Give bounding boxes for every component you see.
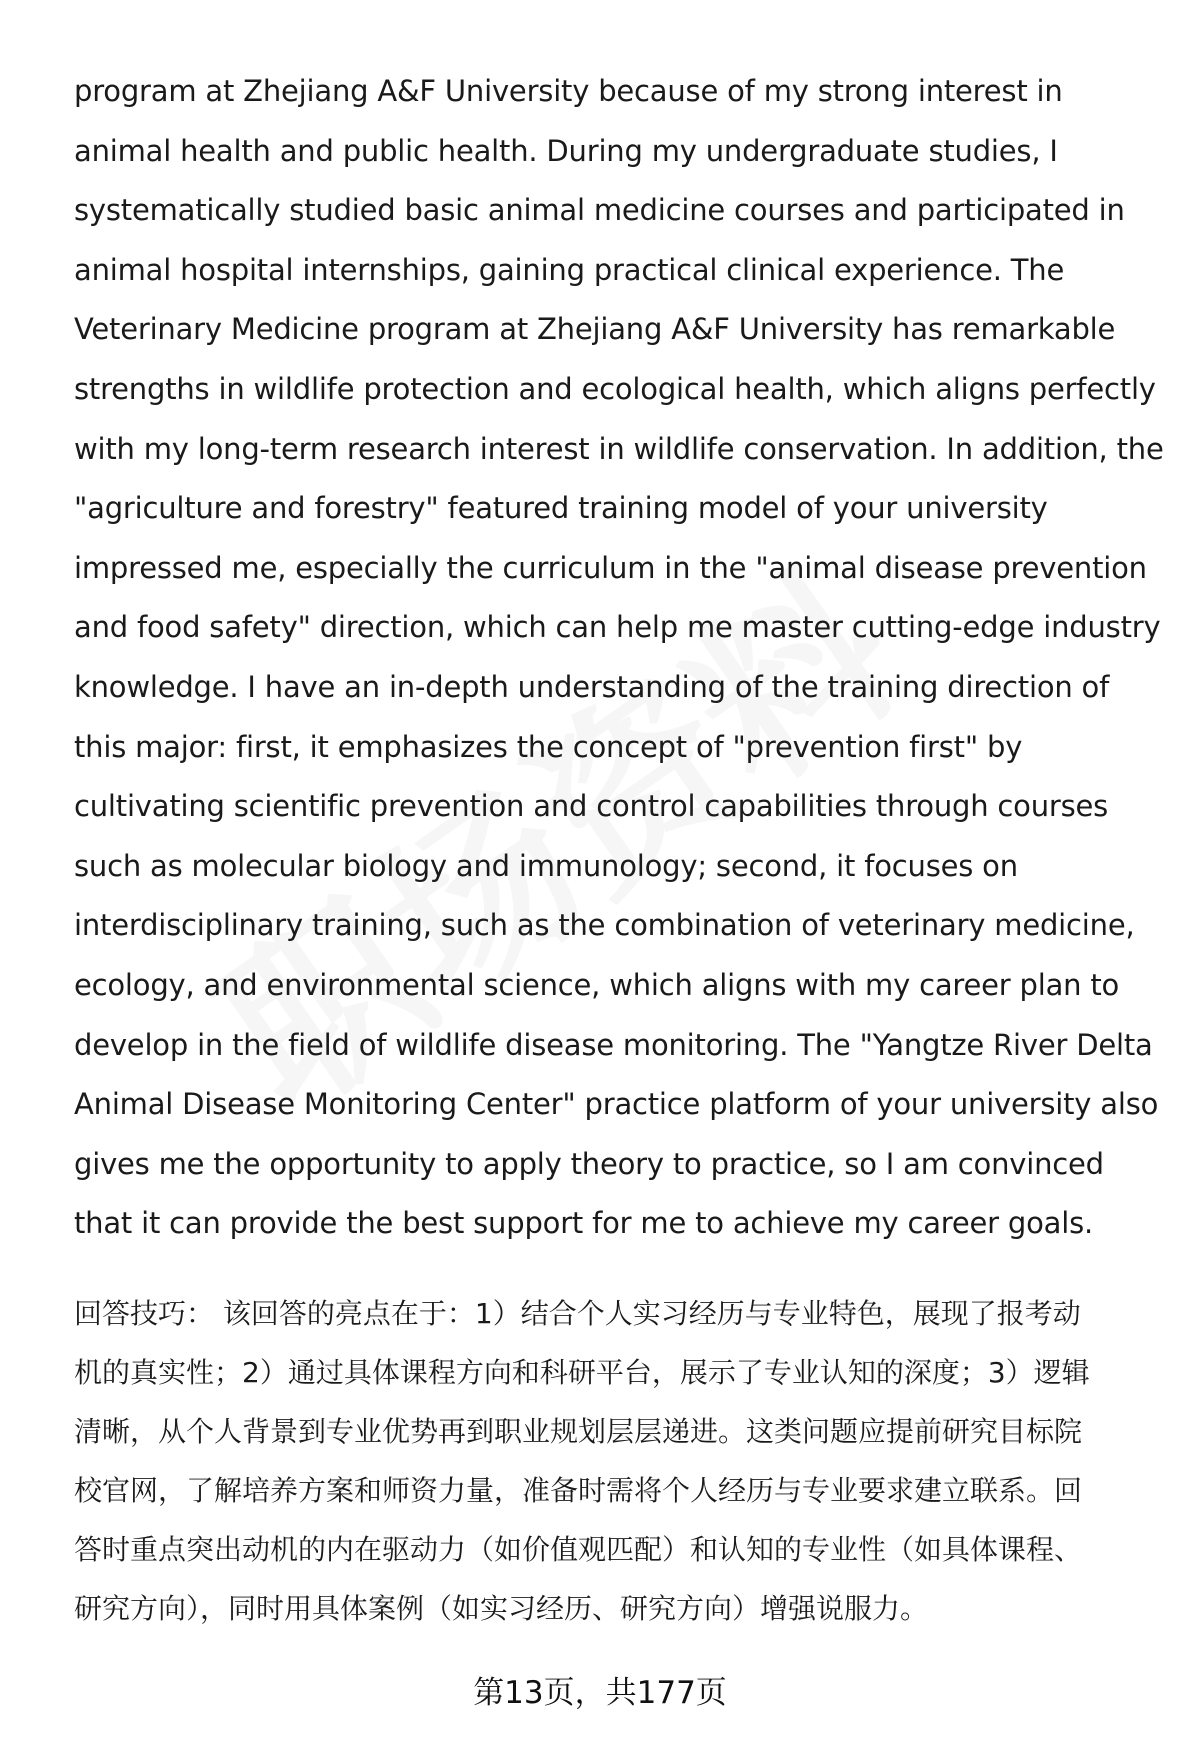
answer-line: "agriculture and forestry" featured training model of your university (74, 491, 1048, 526)
answer-line: gives me the opportunity to apply theory to practice, so I am convinced (74, 1146, 1104, 1181)
answer-line: develop in the field of wildlife disease monitoring. The "Yangtze River Delta (74, 1027, 1153, 1062)
answer-line: animal hospital internships, gaining practical clinical experience. The (74, 252, 1065, 287)
answer-line: strengths in wildlife protection and ecological health, which aligns perfectly (74, 371, 1156, 406)
answer-tips (74, 1284, 1154, 1638)
tips-line: 答时重点突出动机的内在驱动力（如价值观匹配）和认知的专业性（如具体课程、 (74, 1532, 1083, 1566)
tips-line: 研究方向），同时用具体案例（如实习经历、研究方向）增强说服力。 (74, 1591, 929, 1625)
tips-line: 校官网，了解培养方案和师资力量，准备时需将个人经历与专业要求建立联系。回 (74, 1473, 1083, 1507)
answer-line: this major: first, it emphasizes the concept of "prevention first" by (74, 729, 1023, 764)
answer-line: animal health and public health. During my undergraduate studies, I (74, 133, 1058, 168)
answer-line: with my long-term research interest in wildlife conservation. In addition, the (74, 431, 1164, 466)
answer-line: that it can provide the best support for me to achieve my career goals. (74, 1206, 1094, 1241)
answer-line: cultivating scientific prevention and control capabilities through courses (74, 789, 1109, 824)
page-number-footer: 第13页，共177页 (473, 1675, 727, 1711)
document-page (74, 62, 1164, 1638)
tips-line: 回答技巧： 该回答的亮点在于：1）结合个人实习经历与专业特色，展现了报考动 (74, 1296, 1081, 1330)
answer-line: program at Zhejiang A&F University because of my strong interest in (74, 74, 1063, 108)
answer-paragraph (74, 62, 1164, 1254)
answer-line: interdisciplinary training, such as the combination of veterinary medicine, (74, 908, 1135, 943)
answer-line: such as molecular biology and immunology; second, it focuses on (74, 848, 1018, 883)
answer-line: and food safety" direction, which can help me master cutting-edge industry (74, 610, 1161, 645)
tips-line: 机的真实性；2）通过具体课程方向和科研平台，展示了专业认知的深度；3）逻辑 (74, 1355, 1090, 1389)
answer-line: knowledge. I have an in-depth understanding of the training direction of (74, 669, 1110, 704)
answer-line: ecology, and environmental science, which aligns with my career plan to (74, 967, 1120, 1002)
answer-line: impressed me, especially the curriculum in the "animal disease prevention (74, 550, 1147, 585)
answer-line: systematically studied basic animal medicine courses and participated in (74, 193, 1125, 228)
answer-line: Animal Disease Monitoring Center" practice platform of your university also (74, 1087, 1159, 1122)
tips-line: 清晰，从个人背景到专业优势再到职业规划层层递进。这类问题应提前研究目标院 (74, 1414, 1083, 1448)
answer-line: Veterinary Medicine program at Zhejiang A&F University has remarkable (74, 312, 1116, 347)
